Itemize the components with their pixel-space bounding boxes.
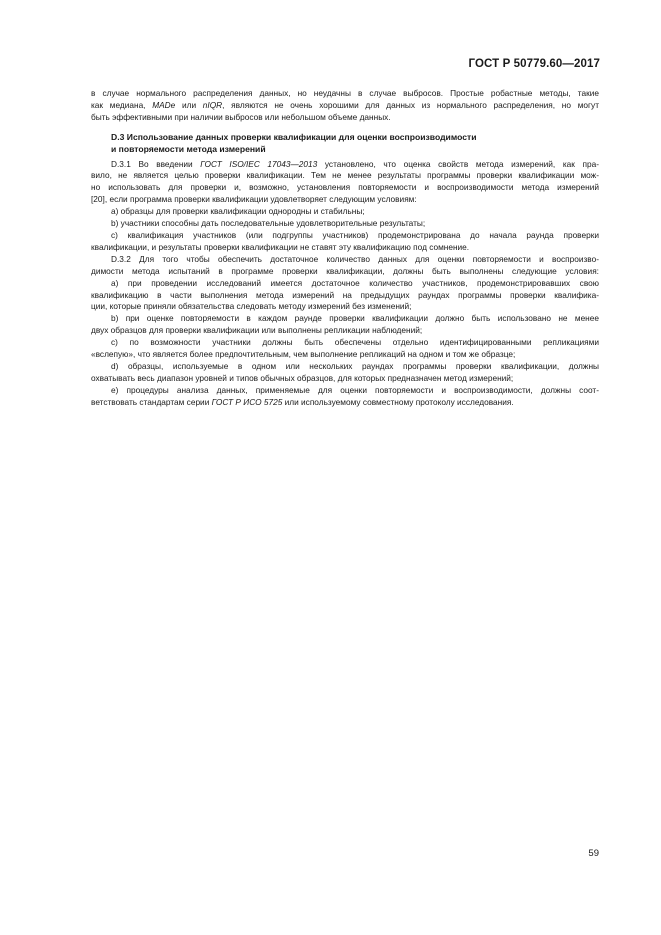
text-line: димости метода испытаний в программе проверки квалификации, должны быть выполнены следующие условия: (91, 265, 599, 276)
section-heading-cont: и повторяемости метода измерений (111, 143, 266, 154)
text-line: квалификации, и результаты проверки квалификации не ставят эту квалификацию под сомнение. (91, 241, 470, 252)
text-line: D.3.1 Во введении ГОСТ ISO/IEC 17043—2013 установлено, что оценка свойств метода измерений, как пра- (111, 158, 600, 169)
document-body (91, 88, 599, 409)
text-line: ветствовать стандартам серии ГОСТ Р ИСО 5725 или используемому совместному протоколу исследования. (91, 396, 514, 407)
text-line: [20], если программа проверки квалификации удовлетворяет следующим условиям: (91, 194, 417, 205)
text-line: двух образцов для проверки квалификации или выполнены репликации наблюдений; (91, 325, 423, 336)
text-line: вило, не является целью проверки квалификации. Тем не менее результаты программы проверки квалификации мож- (91, 170, 599, 181)
text-line: D.3.2 Для того чтобы обеспечить достаточное количество данных для оценки повторяемости и воспроизво- (111, 253, 599, 264)
section-heading: D.3 Использование данных проверки квалификации для оценки воспроизводимости (111, 131, 477, 142)
list-item: с) квалификация участников (или подгруппы участников) продемонстрирована до начала раунда проверки (111, 229, 599, 240)
list-item: а) при проведении исследований имеется достаточное количество участников, продемонстрировавших свою (111, 277, 599, 288)
list-item: а) образцы для проверки квалификации однородны и стабильны; (111, 206, 365, 217)
text-line: но использовать для проверки и, возможно, установления повторяемости и воспроизводимости метода измерений (91, 182, 599, 193)
text-line: «вслепую», что является более предпочтительным, чем выполнение репликаций на одном и том же образце; (91, 349, 516, 360)
standard-reference: ГОСТ ISO/IEC 17043—2013 (200, 158, 318, 169)
text-line: охватывать весь диапазон уровней и типов обычных образцов, для которых предназначен метод измерений; (91, 372, 514, 383)
list-item: d) образцы, используемые в одном или нескольких раундах программы проверки квалификации, должны (111, 360, 599, 371)
text-line: квалификацию в части выполнения метода измерений на предыдущих раундах программы проверки квалифика- (91, 289, 599, 300)
text-line: как медиана, MADe или nIQR, являются не очень хорошими для данных из нормального распределения, но могут (91, 99, 599, 110)
text-line: быть эффективными при наличии выбросов или небольшом объеме данных. (91, 111, 391, 122)
document-header-id: ГОСТ Р 50779.60—2017 (468, 58, 600, 70)
list-item: b) участники способны дать последовательные удовлетворительные результаты; (111, 218, 426, 229)
standard-reference: ГОСТ Р ИСО 5725 (211, 396, 283, 407)
page-number: 59 (588, 848, 599, 859)
list-item: с) по возможности участники должны быть обеспечены отдельно идентифицированными репликациями (111, 337, 599, 348)
text-line: ции, которые приняли обязательства следовать методу измерений без изменений; (91, 301, 412, 312)
text-line: в случае нормального распределения данных, но неудачны в случае выбросов. Простые робастные методы, такие (91, 88, 599, 98)
list-item: b) при оценке повторяемости в каждом раунде проверки квалификации должно быть использовано не менее (111, 313, 599, 324)
list-item: е) процедуры анализа данных, применяемые для оценки повторяемости и воспроизводимости, должны соот- (111, 384, 599, 395)
